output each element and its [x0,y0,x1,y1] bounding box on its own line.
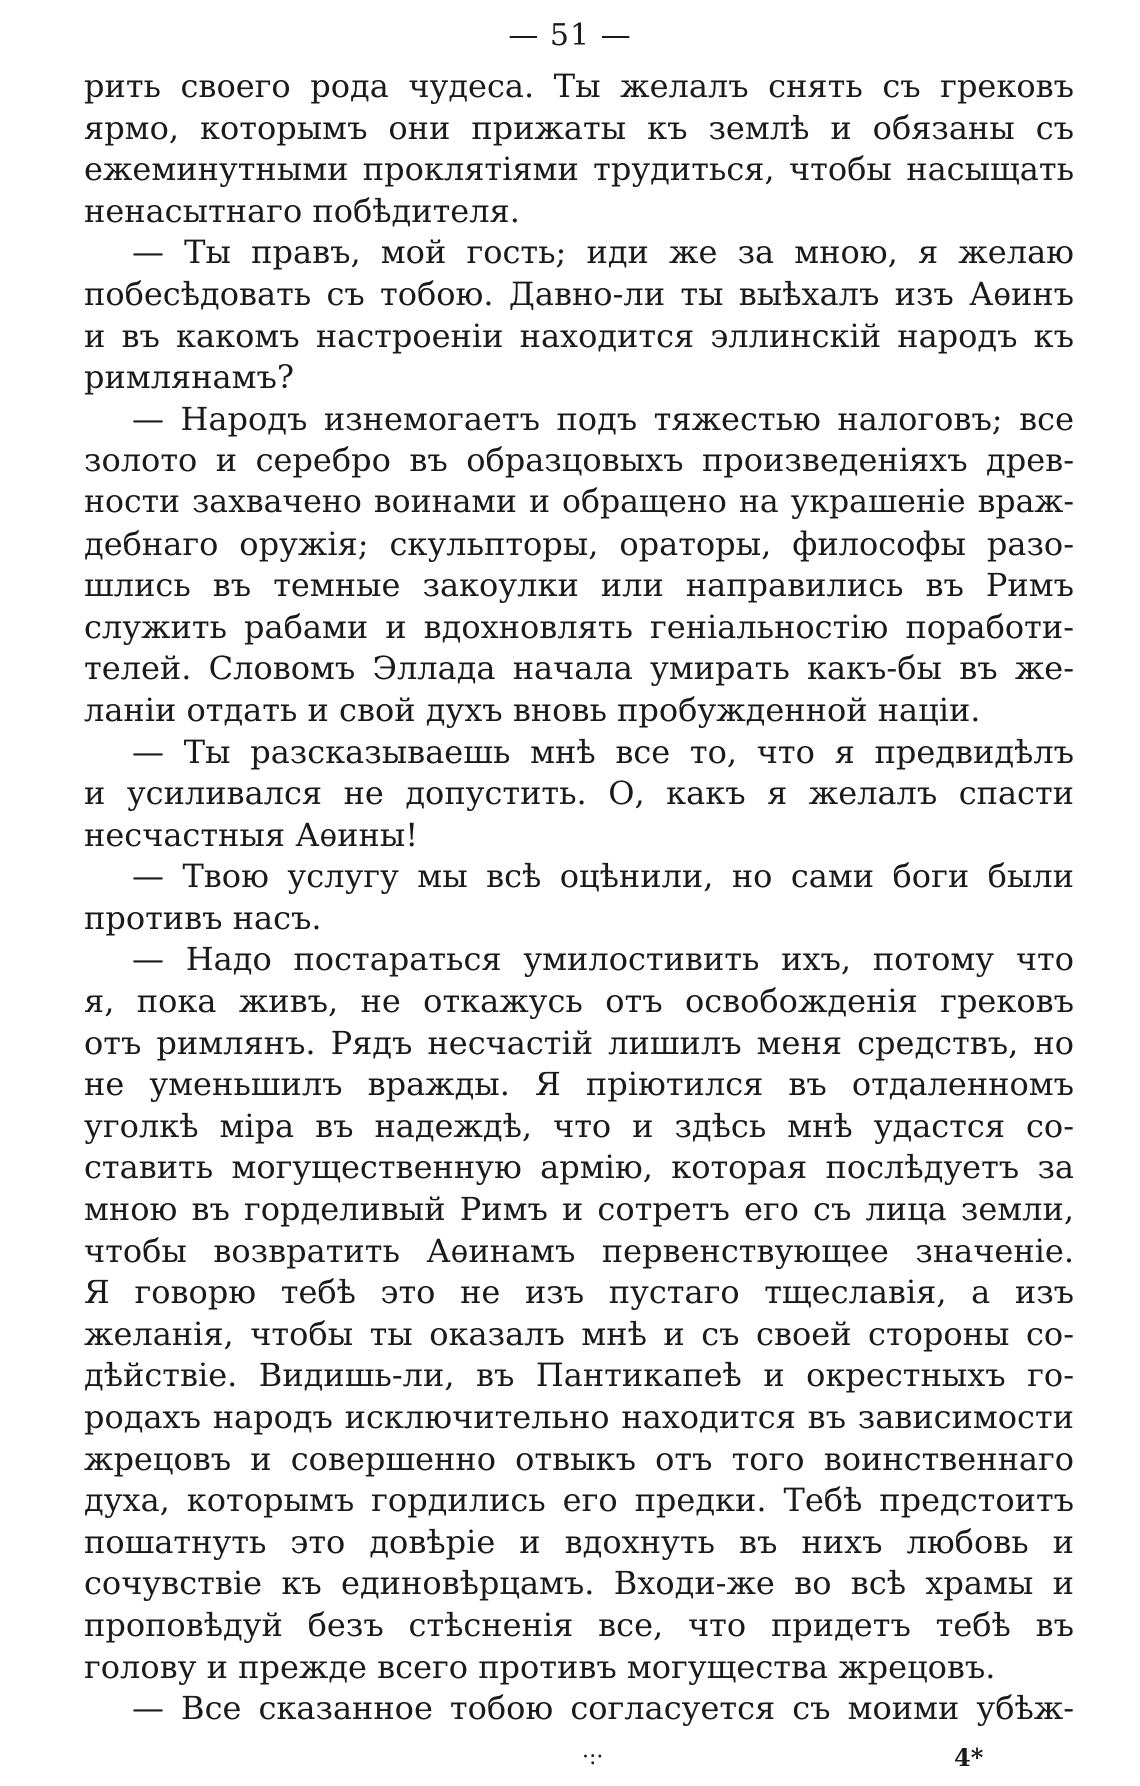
text-line: сочувствіе къ единовѣрцамъ. Входи-же во всѣ храмы и [84,1564,1074,1603]
text-line: голову и прежде всего противъ могущества жрецовъ. [84,1647,996,1686]
text-line: проповѣдуй безъ стѣсненія все, что придетъ тебѣ въ [84,1605,1074,1644]
text-line: римлянамъ? [84,358,295,397]
text-line: шлись въ темные закоулки или направились въ Римъ [84,566,1074,605]
page-number-header: — 51 — [508,18,632,53]
text-line: ланіи отдать и свой духъ вновь пробужденной націи. [84,690,981,729]
text-line: и усиливался не допустить. О, какъ я желалъ спасти [84,774,1074,813]
text-line: пошатнуть это довѣріе и вдохнуть въ нихъ любовь и [84,1522,1074,1561]
text-line: рить своего рода чудеса. Ты желалъ снять съ грековъ [84,67,1074,105]
text-line: служить рабами и вдохновлять геніальностію поработи- [84,607,1074,646]
text-line: Я говорю тебѣ это не изъ пустаго тщеславія, а изъ [84,1273,1074,1312]
body-text [84,66,1074,1730]
printer-signature [0,1738,1140,1778]
text-line: побесѣдовать съ тобою. Давно-ли ты выѣхалъ изъ Аѳинъ [84,274,1074,313]
signature-mark: 4* [954,1743,984,1772]
text-line: отъ римлянъ. Рядъ несчастій лишилъ меня средствъ, но [84,1023,1074,1062]
text-line: — Надо постараться умилостивить ихъ, потому что [132,940,1074,979]
text-line: ставить могущественную армію, которая послѣдуетъ за [84,1148,1074,1187]
text-line: — Твою услугу мы всѣ оцѣнили, но сами боги были [132,857,1074,896]
text-line: — Ты правъ, мой гость; иди же за мною, я желаю [132,233,1074,272]
text-line: ности захвачено воинами и обращено на украшеніе враж- [84,483,1074,520]
text-line: жрецовъ и совершенно отвыкъ отъ того воинственнаго [84,1439,1074,1478]
text-line: желанія, чтобы ты оказалъ мнѣ и съ своей стороны со- [84,1314,1074,1353]
text-line: ярмо, которымъ они прижаты къ землѣ и обязаны съ [84,108,1074,147]
text-line: дѣйствіе. Видишь-ли, въ Пантикапеѣ и окрестныхъ го- [84,1356,1074,1395]
text-line: родахъ народъ исключительно находится въ зависимости [84,1398,1074,1436]
text-line: не уменьшилъ вражды. Я пріютился въ отдаленномъ [84,1065,1074,1104]
signature-ornament: ·:· [582,1745,604,1770]
text-line: духа, которымъ гордились его предки. Тебѣ предстоитъ [84,1481,1074,1520]
text-line: — Ты разсказываешь мнѣ все то, что я предвидѣлъ [132,732,1074,771]
text-line: дебнаго оружія; скульпторы, ораторы, философы разо- [84,524,1074,563]
text-line: ненасытнаго побѣдителя. [84,191,520,230]
text-line: телей. Словомъ Эллада начала умирать какъ-бы въ же- [84,649,1074,688]
text-line: мною въ горделивый Римъ и сотретъ его съ лица земли, [84,1190,1074,1229]
text-line: несчастныя Аѳины! [84,815,419,854]
text-line: золото и серебро въ образцовыхъ произведеніяхъ древ- [84,441,1074,480]
text-line: противъ насъ. [84,898,322,937]
text-line: и въ какомъ настроеніи находится эллинскій народъ къ [84,316,1074,355]
text-line: — Народъ изнемогаетъ подъ тяжестью налоговъ; все [132,399,1074,438]
text-line: чтобы возвратить Аѳинамъ первенствующее значеніе. [84,1231,1074,1270]
text-line: ежеминутными проклятіями трудиться, чтобы насыщать [84,150,1074,189]
text-line: я, пока живъ, не откажусь отъ освобожденія грековъ [84,982,1074,1021]
text-line: — Все сказанное тобою согласуется съ моими убѣж- [132,1689,1074,1728]
text-line: уголкѣ міра въ надеждѣ, что и здѣсь мнѣ удастся со- [84,1106,1074,1145]
